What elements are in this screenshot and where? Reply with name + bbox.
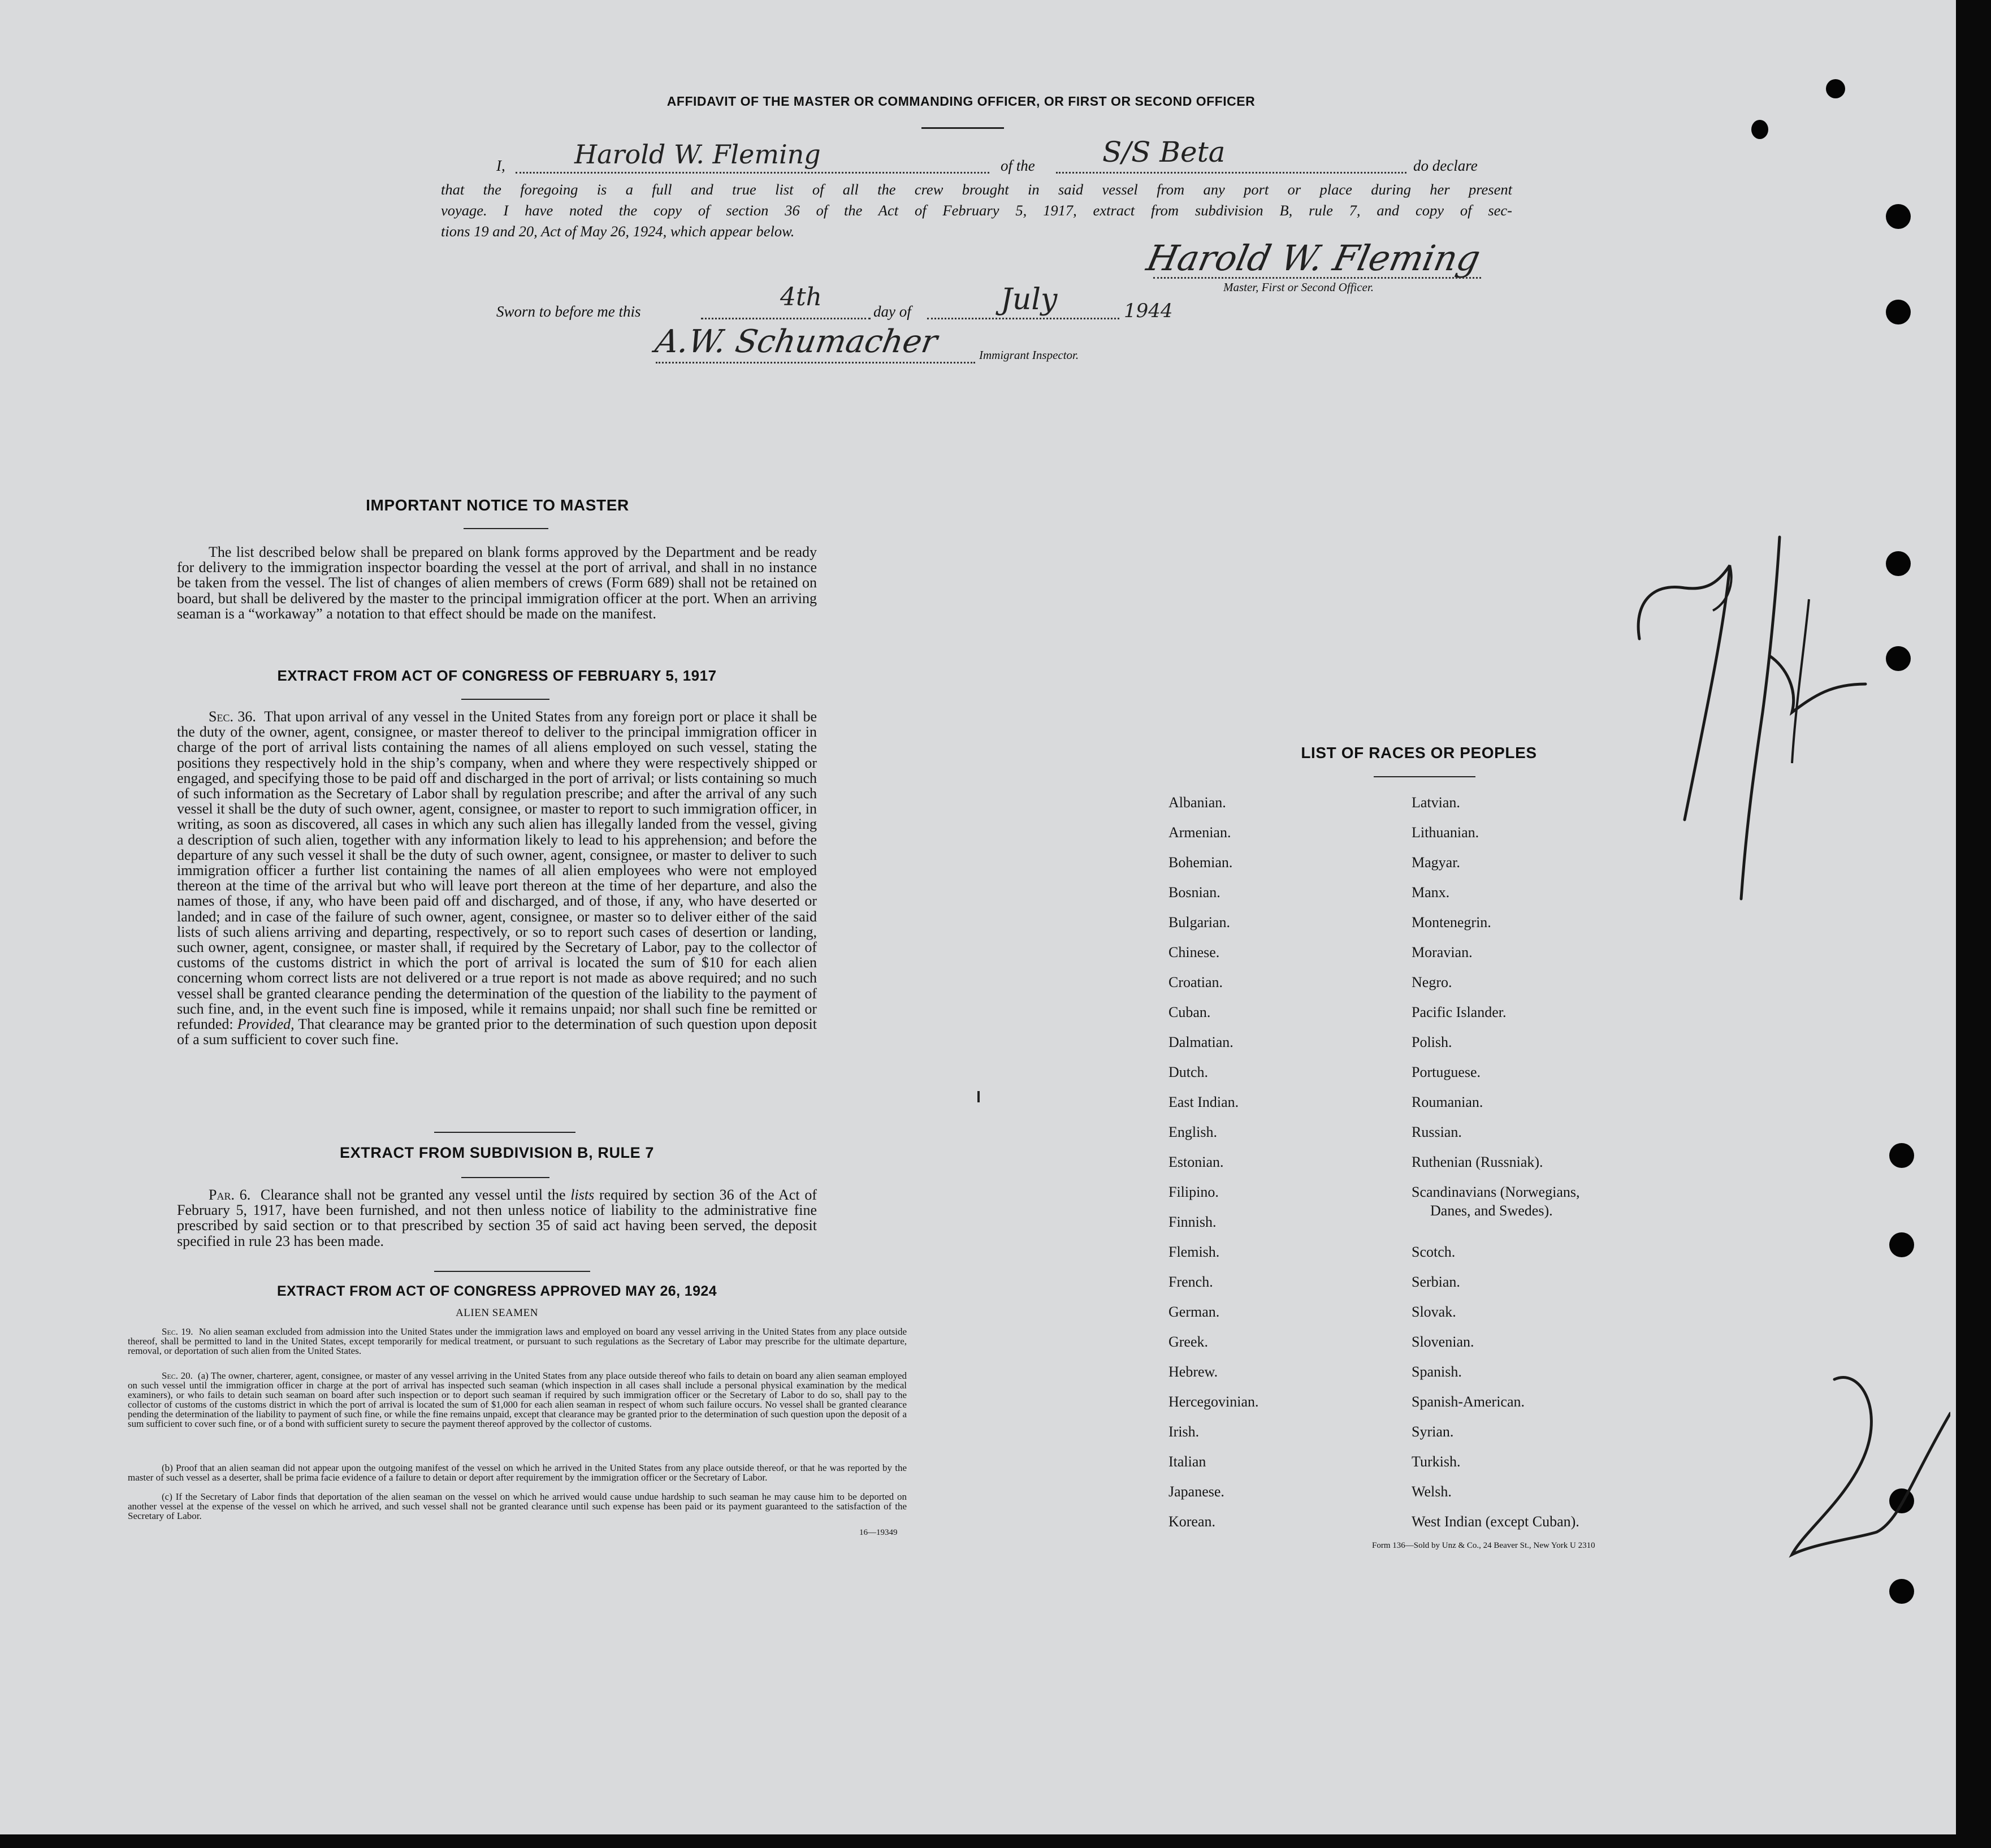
race-right-scotch: Scotch. [1412,1244,1456,1260]
punch-hole [1886,646,1911,671]
race-left-estonian: Estonian. [1168,1154,1224,1170]
extract-1924-title: EXTRACT FROM ACT OF CONGRESS APPROVED MAY 26, 1924 [276,1283,717,1299]
lists-word: lists [570,1187,595,1203]
provided-word: Provided, [237,1016,295,1033]
race-right-spanish: Spanish. [1412,1364,1462,1380]
declaration-line-1: that the foregoing is a full and true list of all the crew brought in said vessel from any port or place during her present [441,181,1512,198]
race-right-manx: Manx. [1412,884,1450,901]
notice-underline [464,528,548,529]
race-left-hercegovinian: Hercegovinian. [1168,1393,1259,1410]
race-left-cuban: Cuban. [1168,1004,1211,1020]
master-caption: Master, First or Second Officer. [1223,280,1374,294]
race-left-flemish: Flemish. [1168,1244,1220,1260]
extract-1917-underline [461,699,549,700]
sworn-year: 1944 [1124,300,1173,322]
punch-hole [1889,1232,1914,1257]
sworn-month: July [1001,283,1058,317]
race-left-bohemian: Bohemian. [1168,854,1233,871]
sec-19-body: No alien seaman excluded from admission into the United States under the immigration laws and employed on board any vessel arriving in the United States from any place outside thereof, shall be permitted to land in the United States, except temporarily for medical treatment, or pursuant to such regulations as the Secretary of Labor may prescribe for the ultimate departure, removal, or deportation of such alien from the United States. [128,1326,907,1356]
race-left-east-indian: East Indian. [1168,1094,1239,1110]
affidavit-title: AFFIDAVIT OF THE MASTER OR COMMANDING OFFICER, OR FIRST OR SECOND OFFICER [666,94,1256,109]
declaration-line-2: voyage. I have noted the copy of section 36 of the Act of February 5, 1917, extract from subdivision B, rule 7, and copy of sec- [441,202,1512,219]
race-right-scandinavians-cont: Danes, and Swedes). [1430,1202,1553,1219]
race-left-dutch: Dutch. [1168,1064,1209,1080]
races-title: LIST OF RACES OR PEOPLES [1301,744,1537,761]
month-line [927,318,1119,319]
race-left-filipino: Filipino. [1168,1184,1219,1200]
race-right-scandinavians: Scandinavians (Norwegians, [1412,1184,1580,1200]
punch-mark [1751,120,1768,139]
vessel-line [1056,172,1406,174]
of-the-label: of the [1001,157,1035,174]
extract-1924-subtitle: ALIEN SEAMEN [456,1307,538,1319]
race-right-slovenian: Slovenian. [1412,1334,1474,1350]
master-signature-line [1153,277,1481,279]
race-left-albanian: Albanian. [1168,794,1226,811]
declaration-line-3: tions 19 and 20, Act of May 26, 1924, which appear below. [441,223,795,240]
notice-title: IMPORTANT NOTICE TO MASTER [366,496,629,514]
race-right-portuguese: Portuguese. [1412,1064,1481,1080]
race-left-croatian: Croatian. [1168,974,1223,990]
sec-36-label: Sec. 36. [209,708,256,725]
master-name-line [516,172,989,174]
section-divider [434,1271,590,1272]
sworn-day: 4th [780,283,823,311]
rule7-tail: required by section 36 of the Act of February 5, 1917, have been furnished, and not then unless notice of liability to the administrative fine prescribed by said section or to that prescribed by section 35 of said act having been served, the deposit specified in rule 23 has been made. [177,1187,817,1249]
punch-hole [1889,1143,1914,1168]
master-signature: Harold W. Fleming [1143,237,1484,279]
race-left-italian: Italian [1168,1453,1206,1470]
extract-rule7-title: EXTRACT FROM SUBDIVISION B, RULE 7 [340,1144,654,1161]
race-left-korean: Korean. [1168,1513,1216,1530]
race-left-english: English. [1168,1124,1217,1140]
inspector-signature-line [656,362,975,363]
sworn-prefix: Sworn to before me this [496,303,641,320]
par-6-label: Par. 6. [209,1187,251,1203]
form-code: 16—19349 [859,1528,898,1537]
notice-text: The list described below shall be prepared on blank forms approved by the Department and be ready for delivery to the immigration inspector boarding the vessel at the port of arrival, and shall in no instance be taken from the vessel. The list of changes of alien members of crews (Form 689) shall not be retained on board, but shall be delivered by the master to the principal immigration officer at the port. When an arriving seaman is a “workaway” a notation to that effect should be made on the manifest. [177,544,817,622]
race-left-finnish: Finnish. [1168,1214,1217,1230]
race-right-west-indian: West Indian (except Cuban). [1412,1513,1579,1530]
form-note: Form 136—Sold by Unz & Co., 24 Beaver St., New York U 2310 [1372,1541,1595,1550]
master-name-field: Harold W. Fleming [574,139,821,170]
extract-rule7-text [177,1187,817,1249]
race-left-bosnian: Bosnian. [1168,884,1220,901]
handwritten-number-2 [1781,1368,1950,1583]
extract-1917-text [177,709,817,1047]
sec-19-label: Sec. 19. [162,1326,193,1337]
inspector-signature: A.W. Schumacher [652,323,941,360]
race-right-magyar: Magyar. [1412,854,1460,871]
race-right-spanish-american: Spanish-American. [1412,1393,1525,1410]
race-left-irish: Irish. [1168,1423,1200,1440]
race-left-armenian: Armenian. [1168,824,1231,841]
sec-36-body: That upon arrival of any vessel in the United States from any foreign port or place it shall be the duty of the owner, agent, consignee, or master thereof to deliver to the principal immigration officer in charge of the port of arrival lists containing the names of all aliens employed on such vessel, stating the positions they respectively hold in the ship’s company, when and where they were respectively shipped or engaged, and specifying those to be paid off and discharged in the port of arrival; or lists containing so much of such information as the Secretary of Labor shall by regulation prescribe; and after the arrival of any such vessel it shall be the duty of such owner, agent, consignee, or master to report to such immigration officer, in writing, as soon as discovered, all cases in which any such alien has illegally landed from the vessel, giving a description of such alien, together with any information likely to lead to his apprehension; and before the departure of any such vessel it shall be the duty of such owner, agent, consignee, or master to deliver to such immigration officer a further list containing the names of all alien employees who were not employed thereon at the time of the arrival but who will leave port thereon at the time of her departure, and also the names of those, if any, who have been paid off and discharged, and of those, if any, who have deserted or landed; and in case of the failure of such owner, agent, consignee, or master so to deliver either of the said lists of such aliens arriving and departing, respectively, or so to report such cases of desertion or landing, such owner, agent, consignee, or master shall, if required by the Secretary of Labor, pay to the collector of customs of the customs district in which the port of arrival is located the sum of $10 for each alien concerning whom correct lists are not delivered or a true report is not made as above required; and no such vessel shall be granted clearance pending the determination of the question of the liability to the payment of such fine, and, in the event such fine is imposed, while it remains unpaid; nor shall such fine be remitted or refunded: [177,708,817,1033]
punch-hole [1886,551,1911,576]
race-right-russian: Russian. [1412,1124,1462,1140]
race-right-moravian: Moravian. [1412,944,1473,960]
race-left-chinese: Chinese. [1168,944,1220,960]
punch-hole [1886,204,1911,229]
race-right-latvian: Latvian. [1412,794,1460,811]
margin-tick [977,1091,980,1102]
race-left-bulgarian: Bulgarian. [1168,914,1231,931]
punch-mark [1826,79,1845,98]
race-right-turkish: Turkish. [1412,1453,1461,1470]
sec-20a-body: (a) The owner, charterer, agent, consignee, or master of any vessel arriving in the United States from any place outside thereof who fails to detain on board any alien seaman employed on such vessel until the immigration officer in charge at the port of arrival has inspected such seaman (which inspection in all cases shall include a personal physical examination by the medical examiners), or who fails to detain such seaman on board after such inspection or to deport such seaman if required by such immigration officer or the Secretary of Labor to do so, shall pay to the collector of customs of the customs district in which the port of arrival is located the sum of $1,000 for each alien seaman in respect of whom such failure occurs. No vessel shall be granted clearance pending the determination of the liability to payment of such fine, or while the fine remains unpaid, except that clearance may be granted prior to the determination of such question upon the deposit of a sum sufficient to cover such fine, or of a bond with sufficient surety to secure the payment thereof approved by the collector of customs. [128,1370,907,1429]
extract-rule7-underline [461,1177,549,1178]
sec-20-label: Sec. 20. [162,1370,193,1381]
sec-36-tail: That clearance may be granted prior to the determination of such question upon deposit of a sum sufficient to cover such fine. [177,1016,817,1048]
day-of-label: day of [873,303,911,320]
race-right-syrian: Syrian. [1412,1423,1454,1440]
race-left-french: French. [1168,1274,1213,1290]
race-right-polish: Polish. [1412,1034,1452,1050]
races-underline [1374,776,1475,777]
race-left-german: German. [1168,1304,1220,1320]
extract-1917-title: EXTRACT FROM ACT OF CONGRESS OF FEBRUARY 5, 1917 [277,667,717,684]
do-declare-label: do declare [1413,157,1478,174]
section-divider [434,1132,575,1133]
vessel-field: S/S Beta [1102,136,1226,168]
race-right-lithuanian: Lithuanian. [1412,824,1479,841]
rule7-body: Clearance shall not be granted any vessel until the [260,1187,566,1203]
sec-20c-text: (c) If the Secretary of Labor finds that deportation of the alien seaman on the vessel on which he arrived would cause undue hardship to such seaman he may cause him to be deported on another vessel at the expense of the vessel on which he arrived, and such vessel shall not be granted clearance until such expense has been paid or its payment guaranteed to the satisfaction of the Secretary of Labor. [128,1491,907,1521]
race-left-japanese: Japanese. [1168,1483,1224,1500]
affidavit-lead: I, [496,157,505,174]
punch-hole [1886,300,1911,324]
sec-20a-text [128,1371,907,1429]
race-left-greek: Greek. [1168,1334,1209,1350]
race-right-slovak: Slovak. [1412,1304,1456,1320]
handwritten-number-74 [1628,526,1877,910]
race-right-roumanian: Roumanian. [1412,1094,1483,1110]
sec-20b-text: (b) Proof that an alien seaman did not appear upon the outgoing manifest of the vessel on which he arrived in the United States from any place outside thereof, or that he was reported by the master of such vessel as a deserter, shall be prima facie evidence of a failure to detain or deport after requirement by the immigration officer or the Secretary of Labor. [128,1462,907,1483]
race-left-hebrew: Hebrew. [1168,1364,1218,1380]
race-right-ruthenian: Ruthenian (Russniak). [1412,1154,1543,1170]
race-right-montenegrin: Montenegrin. [1412,914,1491,931]
race-right-negro: Negro. [1412,974,1452,990]
title-underline [921,127,1004,129]
race-right-serbian: Serbian. [1412,1274,1460,1290]
sec-19-text [128,1327,907,1356]
race-right-welsh: Welsh. [1412,1483,1452,1500]
day-line [701,318,871,319]
race-left-dalmatian: Dalmatian. [1168,1034,1233,1050]
race-right-pacific-islander: Pacific Islander. [1412,1004,1507,1020]
inspector-caption: Immigrant Inspector. [979,348,1079,362]
